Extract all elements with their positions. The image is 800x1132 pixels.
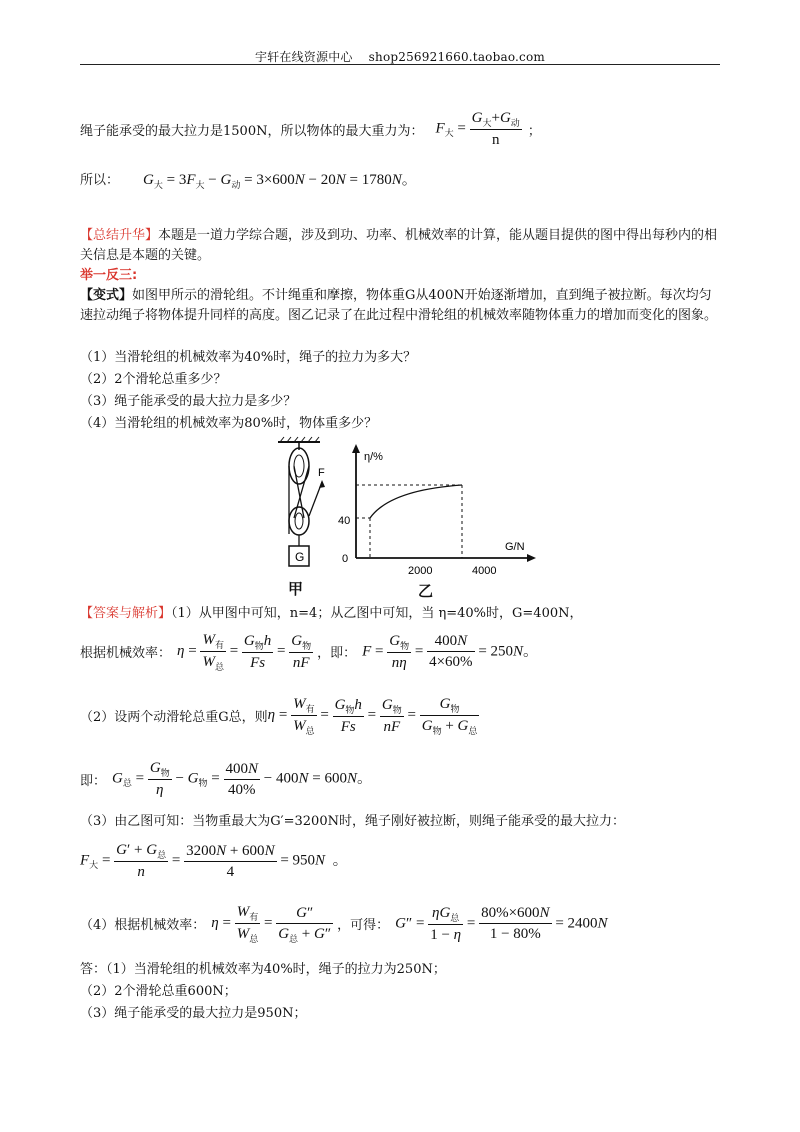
solution-p1: （1）从甲图中可知，n=4；从乙图中可知，当 η=40%时，G=400N，: [171, 606, 583, 621]
weight-formula-final: G″ = $\frac{\eta G_总}{1 - \eta}$ = $\frac{80\%\times 600N}{1 - 80\%}$ = 2400N: [395, 904, 608, 943]
efficiency-graph: [330, 440, 540, 580]
example-block: [80, 286, 720, 326]
solution-p4: （4）根据机械效率：: [80, 918, 206, 933]
solution-tag: 【答案与解析】: [80, 606, 172, 621]
solution-line-1: [80, 604, 720, 624]
intro-text: 绳子能承受的最大拉力是1500N，所以物体的最大重力为：: [80, 123, 424, 139]
so-line: [80, 168, 417, 189]
header-divider: [80, 64, 720, 65]
example-heading: [80, 266, 720, 286]
solution-line-5: [80, 840, 348, 882]
solution-p3: （3）由乙图可知：当物重最大为G′=3200N时，绳子刚好被拉断，则绳子能承受的最大拉力：: [80, 814, 625, 829]
question-3: （3）绳子能承受的最大拉力是多少？: [80, 394, 297, 409]
solution-ie: ，即：: [317, 646, 357, 661]
solution-line-6: [80, 902, 608, 945]
so-label: 所以：: [80, 173, 120, 188]
graph-ylabel: η/%: [364, 451, 383, 463]
solution-line-3: [80, 694, 479, 737]
solution-line-4: [80, 758, 372, 800]
efficiency-formula-3: η = $\frac{W_有}{W_总}$ = $\frac{G''}{G_总 + G''}$: [211, 904, 332, 944]
answer-2: （2）2个滑轮总重600N；: [80, 984, 237, 999]
figure-jia-label: 甲: [288, 580, 304, 598]
solution-kede: ，可得：: [337, 918, 390, 933]
intro-line: 绳子能承受的最大拉力是1500N，所以物体的最大重力为： $F_大$ = $\frac{G_大+G_动}{n}$ ；: [80, 110, 541, 148]
example-text: 如图甲所示的滑轮组。不计绳重和摩擦，物体重G从400N开始逐渐增加，直到绳子被拉断。每次均匀速拉动绳子将物体提升同样的高度。图乙记录了在此过程中滑轮组的机械效率随物体重力的增加而变化的图象。: [80, 288, 718, 323]
pulley-weight-formula: $G_总$ = $\frac{G_物}{\eta}$ − $G_物$ = $\frac{400N}{40\%}$ − 400N = 600N。: [112, 760, 372, 798]
summary-tag: 【总结升华】: [80, 228, 159, 243]
force-formula-1: F = $\frac{G_物}{n\eta}$ = $\frac{400N}{4\times 60\%}$ = 250N。: [362, 632, 539, 671]
efficiency-formula-1: η = $\frac{W_有}{W_总}$ = $\frac{G_物h}{Fs}$ = $\frac{G_物}{nF}$: [177, 632, 312, 672]
solution-line-2: [80, 630, 538, 673]
efficiency-formula-2: η = $\frac{W_有}{W_总}$ = $\frac{G_物h}{Fs}$ = $\frac{G_物}{nF}$ = $\frac{G_物}{G_物 + G_总}$: [267, 696, 478, 736]
question-4: （4）当滑轮组的机械效率为80%时，物体重多少？: [80, 416, 378, 431]
header-shop: shop256921660.taobao.com: [368, 50, 545, 64]
header-title: 宇轩在线资源中心: [255, 50, 353, 64]
answer-1: 答：（1）当滑轮组的机械效率为40%时，绳子的拉力为250N；: [80, 962, 446, 977]
question-2: （2）2个滑轮总重多少？: [80, 372, 227, 387]
figure-yi-label: 乙: [418, 582, 434, 600]
graph-tick-40: 40: [338, 515, 351, 527]
solution-ji: 即：: [80, 773, 107, 789]
example-heading-text: 举一反三:: [80, 268, 138, 283]
summary-text: 本题是一道力学综合题，涉及到功、功率、机械效率的计算，能从题目提供的图中得出每秒内的相关信息是本题的关键。: [80, 228, 718, 263]
pulley-F-label: F: [318, 467, 325, 479]
graph-tick-0: 0: [342, 553, 349, 565]
page-header: [80, 48, 720, 65]
solution-p1b: 根据机械效率：: [80, 646, 172, 661]
example-tag: 【变式】: [80, 288, 133, 303]
question-1: （1）当滑轮组的机械效率为40%时，绳子的拉力为多大？: [80, 350, 417, 365]
max-force-formula-2: $F_大$ = $\frac{G' + G_总}{n}$ = $\frac{3200N + 600N}{4}$ = 950N 。: [80, 842, 348, 880]
graph-xlabel: G/N: [505, 541, 525, 553]
solution-p2: （2）设两个动滑轮总重G总，则: [80, 710, 268, 725]
answer-3: （3）绳子能承受的最大拉力是950N；: [80, 1006, 307, 1021]
pulley-G-label: G: [295, 550, 305, 564]
summary-block: [80, 226, 720, 266]
graph-tick-4000: 4000: [472, 565, 497, 577]
max-weight-formula: $G_大 = 3F_大 - G_动 = 3\times 600N - 20N = 1780N$。: [143, 172, 417, 190]
max-force-formula: $F_大$ = $\frac{G_大+G_动}{n}$: [435, 110, 520, 148]
graph-tick-2000: 2000: [408, 565, 433, 577]
